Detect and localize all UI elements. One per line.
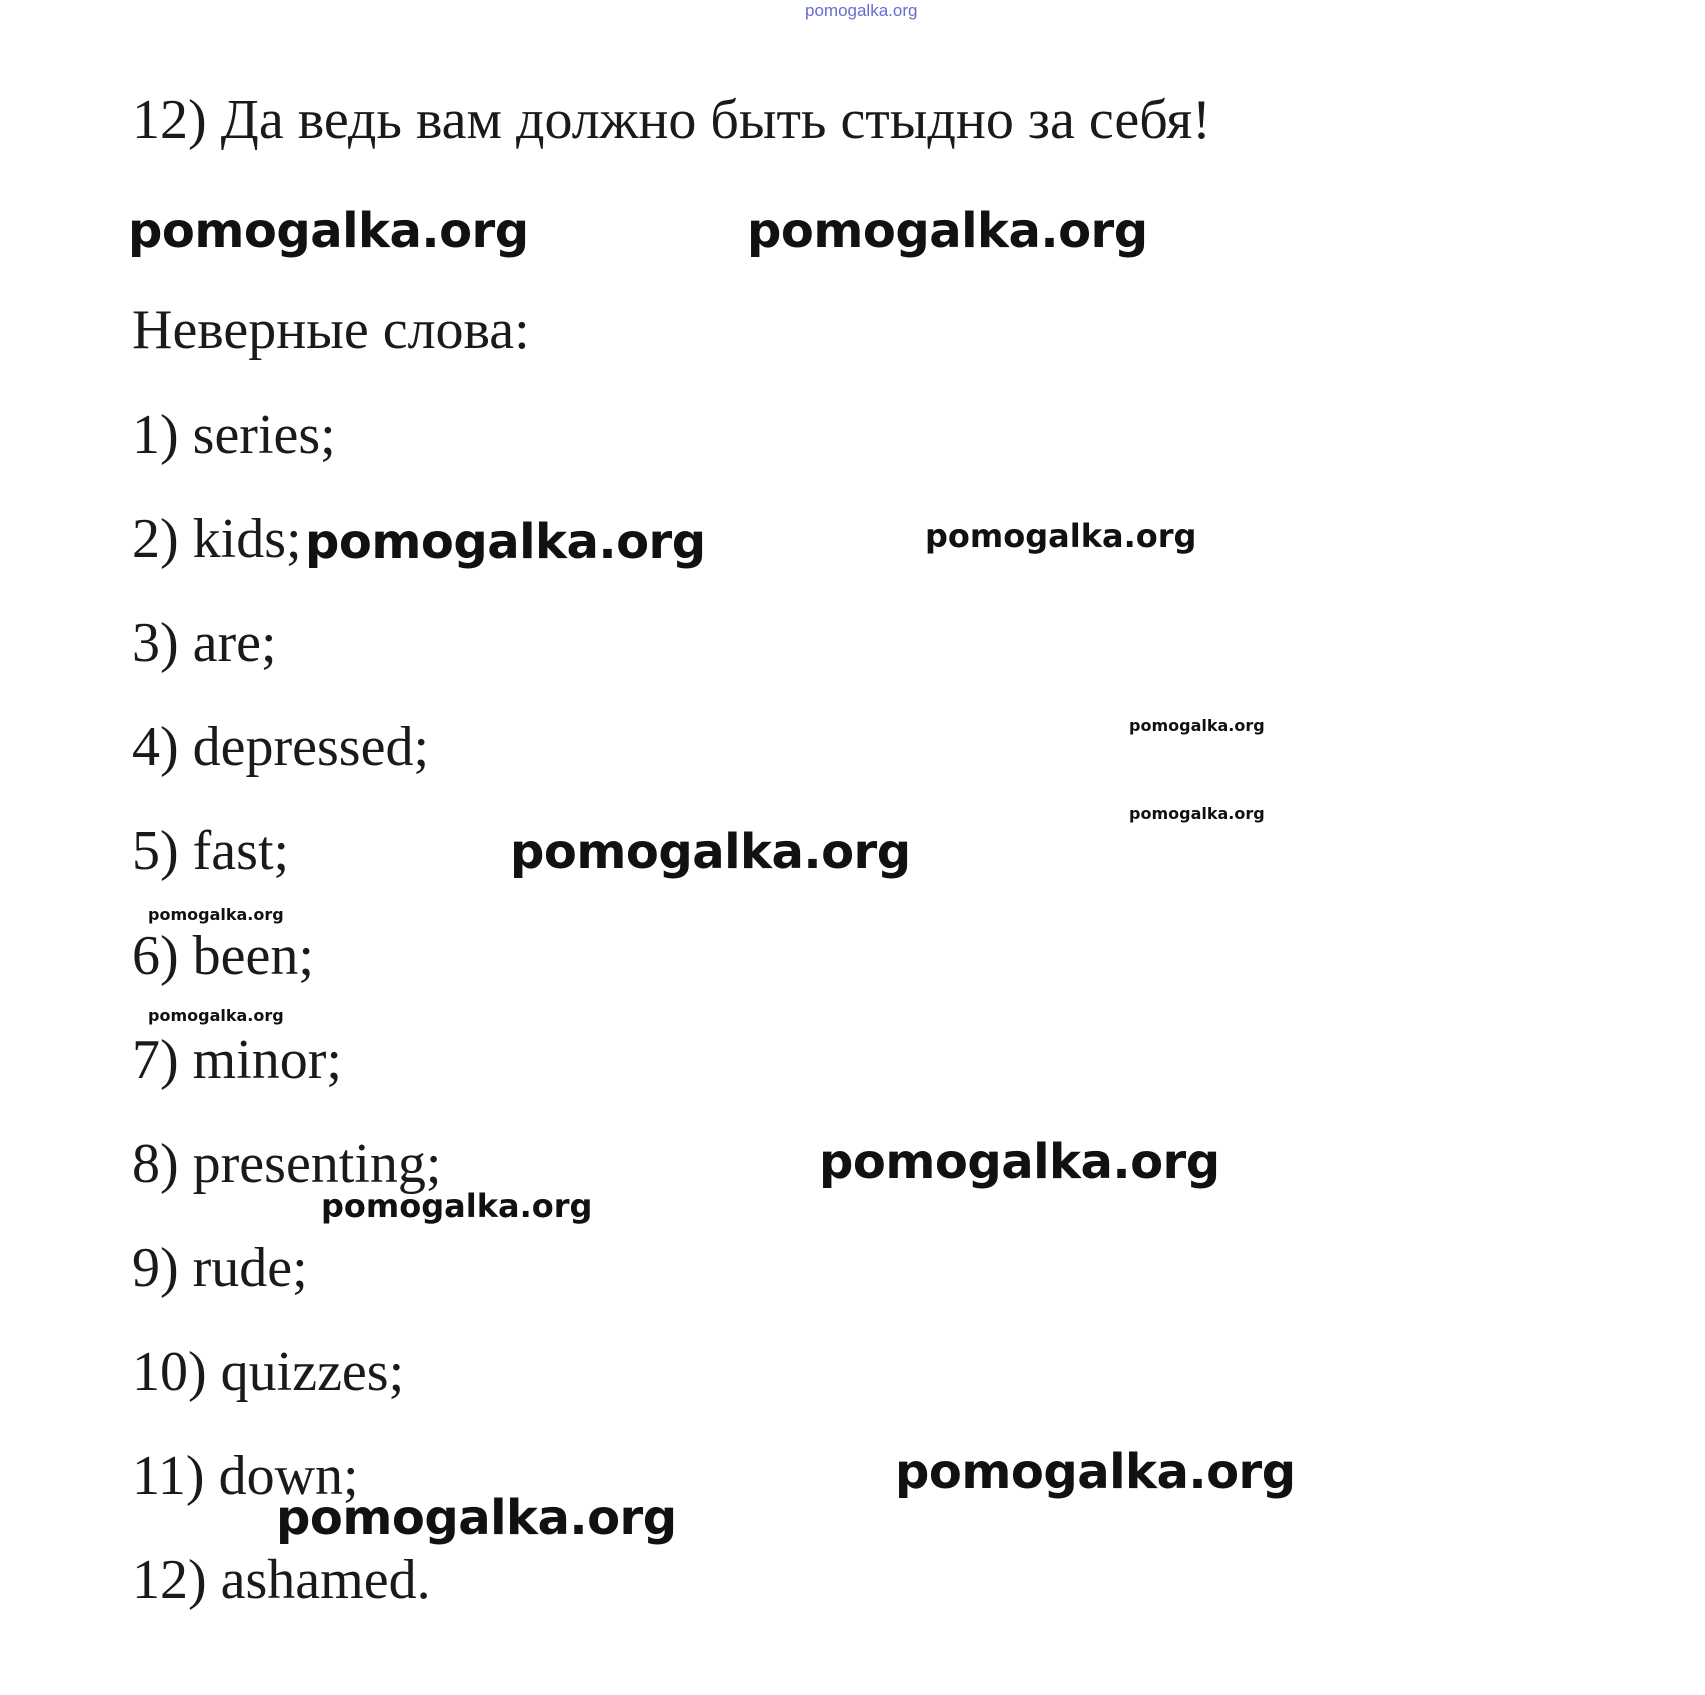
watermark: pomogalka.org — [128, 203, 529, 259]
watermark: pomogalka.org — [747, 203, 1148, 259]
list-item-11: 11) down; — [132, 1445, 359, 1507]
watermark: pomogalka.org — [895, 1444, 1296, 1500]
list-item-5: 5) fast; — [132, 820, 290, 882]
section-heading: Неверные слова: — [132, 299, 530, 361]
watermark: pomogalka.org — [321, 1187, 593, 1225]
list-item-6: 6) been; — [132, 925, 314, 987]
list-item-3: 3) are; — [132, 612, 277, 674]
list-item-4: 4) depressed; — [132, 716, 430, 778]
watermark: pomogalka.org — [148, 905, 284, 924]
watermark: pomogalka.org — [1129, 716, 1265, 735]
list-item-8: 8) presenting; — [132, 1133, 442, 1195]
list-item-12: 12) ashamed. — [132, 1549, 431, 1611]
watermark: pomogalka.org — [819, 1134, 1220, 1190]
translation-sentence: 12) Да ведь вам должно быть стыдно за себя! — [132, 89, 1211, 151]
watermark: pomogalka.org — [925, 517, 1197, 555]
watermark: pomogalka.org — [305, 514, 706, 570]
list-item-9: 9) rude; — [132, 1237, 308, 1299]
watermark: pomogalka.org — [1129, 804, 1265, 823]
watermark: pomogalka.org — [510, 824, 911, 880]
list-item-7: 7) minor; — [132, 1029, 342, 1091]
watermark: pomogalka.org — [148, 1006, 284, 1025]
list-item-10: 10) quizzes; — [132, 1341, 405, 1403]
watermark: pomogalka.org — [276, 1490, 677, 1546]
header-watermark: pomogalka.org — [805, 1, 918, 20]
list-item-2: 2) kids; — [132, 508, 302, 570]
list-item-1: 1) series; — [132, 404, 336, 466]
